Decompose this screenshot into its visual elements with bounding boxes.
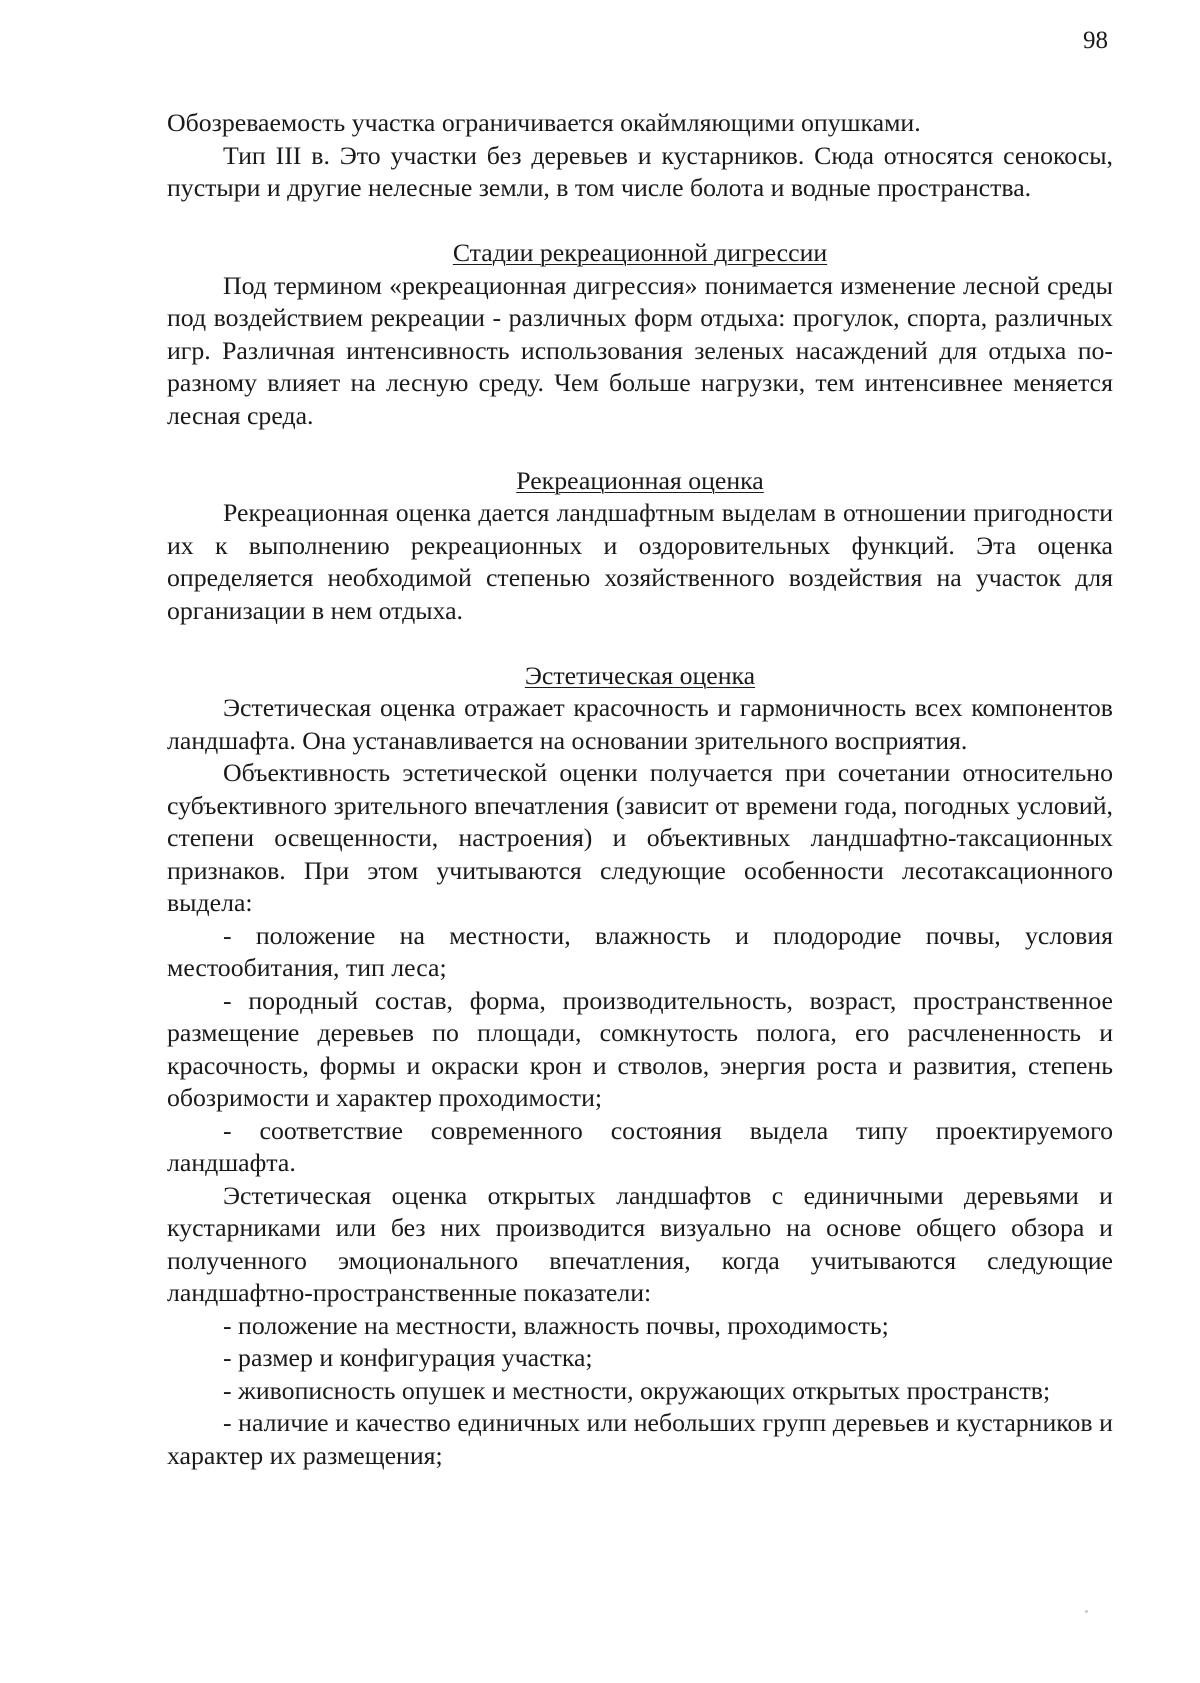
aesthetic-paragraph-2: Объективность эстетической оценки получается при сочетании относительно субъективного зрительного впечатления (зависит от времени года, погодных условий, степени освещенности, настроения) и объективных ландшафтно-таксационных признаков. При этом учитываются следующие особенности лесотаксационного выдела:	[167, 758, 1113, 917]
aesthetic-paragraph-1: Эстетическая оценка отражает красочность и гармоничность всех компонентов ландшафта. Она устанавливается на основании зрительного восприятия.	[167, 693, 1113, 755]
digression-paragraph: Под термином «рекреационная дигрессия» понимается изменение лесной среды под воздействием рекреации - различных форм отдыха: прогулок, спорта, различных игр. Различная интенсивность использования зеленых насаждений для отдыха по-разному влияет на лесную среду. Чем больше нагрузки, тем интенсивнее меняется лесная среда.	[167, 270, 1113, 430]
type-three-paragraph: Тип III в. Это участки без деревьев и кустарников. Сюда относятся сенокосы, пустыри и другие нелесные земли, в том числе болота и водные пространства.	[167, 140, 1113, 202]
document-page	[167, 107, 1113, 1472]
list-item: - соответствие современного состояния выдела типу проектируемого ландшафта.	[167, 1115, 1113, 1177]
list-item: - положение на местности, влажность и плодородие почвы, условия местообитания, тип леса;	[167, 920, 1113, 982]
list-item: - положение на местности, влажность почвы, проходимость;	[223, 1310, 889, 1340]
recreational-heading: Рекреационная оценка	[516, 465, 764, 495]
list-item: - наличие и качество единичных или небольших групп деревьев и кустарников и характер их размещения;	[167, 1408, 1113, 1470]
list-item: - живописность опушек и местности, окружающих открытых пространств;	[223, 1375, 1051, 1405]
recreational-paragraph: Рекреационная оценка дается ландшафтным выделам в отношении пригодности их к выполнению рекреационных и оздоровительных функций. Эта оценка определяется необходимой степенью хозяйственного воздействия на участок для организации в нем отдыха.	[167, 498, 1113, 625]
digression-heading: Стадии рекреационной дигрессии	[452, 238, 828, 267]
page-number: 98	[1083, 27, 1108, 54]
list-item: - размер и конфигурация участка;	[223, 1343, 593, 1372]
scan-dot-mark	[1085, 1610, 1088, 1613]
list-item: - породный состав, форма, производительность, возраст, пространственное размещение деревьев по площади, сомкнутость полога, его расчлененность и красочность, формы и окраски крон и стволов, энергия роста и развития, степень обозримости и характер проходимости;	[167, 985, 1113, 1112]
aesthetic-heading: Эстетическая оценка	[524, 660, 756, 690]
intro-paragraph-line: Обозреваемость участка ограничивается окаймляющими опушками.	[167, 108, 921, 137]
aesthetic-paragraph-3: Эстетическая оценка открытых ландшафтов с единичными деревьями и кустарниками или без них производится визуально на основе общего обзора и полученного эмоционального впечатления, когда учитываются следующие ландшафтно-пространственные показатели:	[167, 1180, 1113, 1307]
